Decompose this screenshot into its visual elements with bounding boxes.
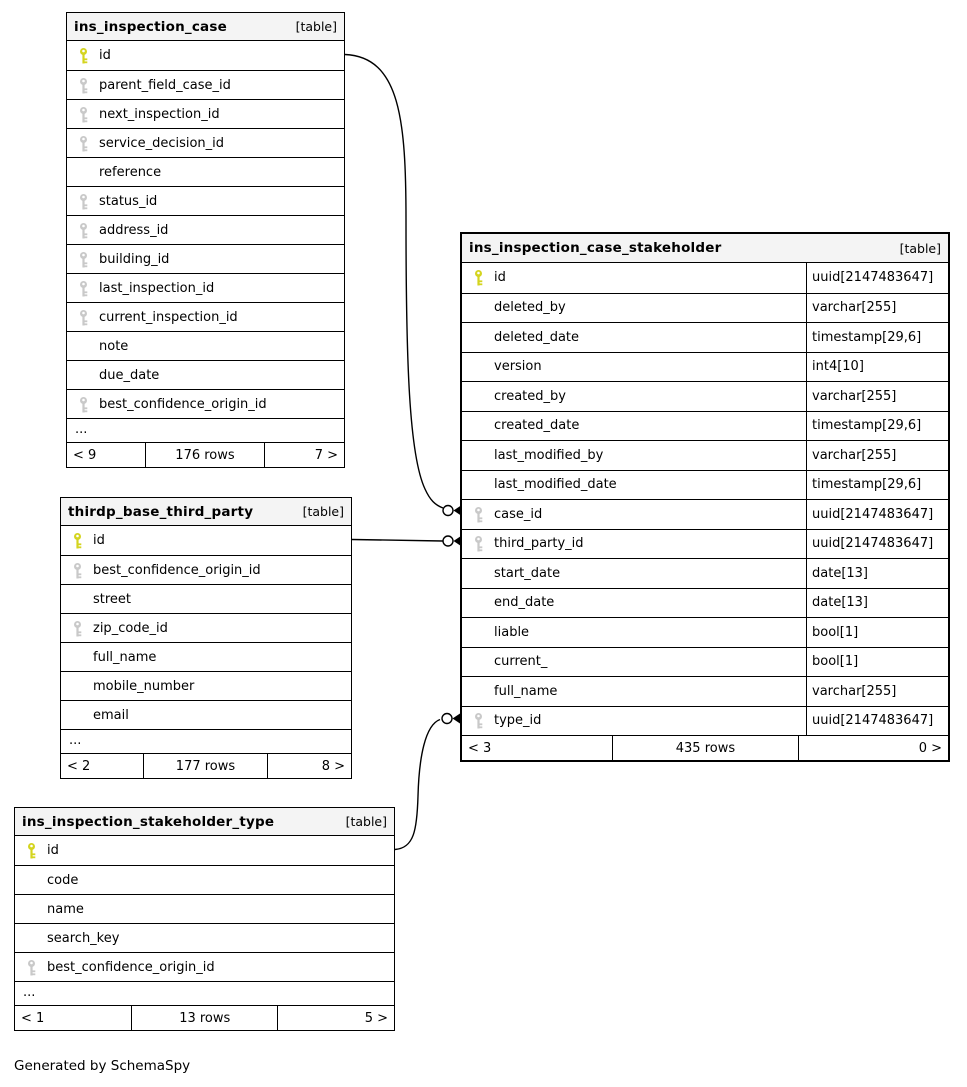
key-cell xyxy=(462,712,494,729)
column-row-id xyxy=(462,263,948,293)
key-cell xyxy=(67,396,99,413)
related-tables-left-count: < 1 xyxy=(15,1006,132,1030)
column-name: third_party_id xyxy=(494,536,584,552)
column-row-full_name xyxy=(61,642,351,671)
column-row-street xyxy=(61,584,351,613)
column-name: id xyxy=(99,48,111,63)
more-columns-indicator: ... xyxy=(67,418,344,442)
key-cell xyxy=(67,251,99,268)
foreign-key-icon xyxy=(72,620,83,637)
zero-cardinality-icon xyxy=(443,506,453,516)
column-row-created_by xyxy=(462,381,948,411)
related-tables-right-count: 5 > xyxy=(364,1010,388,1026)
column-row-code xyxy=(15,865,394,894)
table-header xyxy=(67,13,344,41)
foreign-key-icon xyxy=(473,712,484,729)
column-row-search_key xyxy=(15,923,394,952)
arrowhead-icon xyxy=(453,714,461,724)
column-row-email xyxy=(61,700,351,729)
column-name: note xyxy=(99,338,129,354)
column-row-last_modified_date xyxy=(462,470,948,500)
key-cell xyxy=(67,135,99,152)
column-name: street xyxy=(93,591,132,607)
column-row-last_modified_by xyxy=(462,440,948,470)
column-type: uuid[2147483647] xyxy=(812,536,934,552)
table-header xyxy=(15,808,394,836)
key-cell xyxy=(67,309,99,326)
table-header xyxy=(462,234,948,263)
table-title[interactable]: ins_inspection_stakeholder_type xyxy=(22,813,275,830)
column-row-service_decision_id xyxy=(67,128,344,157)
column-name: code xyxy=(47,872,79,888)
column-row-version xyxy=(462,352,948,382)
column-row-start_date xyxy=(462,558,948,588)
connector-third-party-id xyxy=(352,540,443,542)
column-row-third_party_id xyxy=(462,529,948,559)
table-type-tag: [table] xyxy=(295,19,337,34)
related-tables-left-count: < 3 xyxy=(462,736,613,760)
related-tables-right-count: 7 > xyxy=(314,447,338,463)
connector-case-id xyxy=(345,55,443,509)
column-row-best_confidence_origin_id xyxy=(15,952,394,981)
primary-key-icon xyxy=(72,532,83,549)
column-name: service_decision_id xyxy=(99,135,225,151)
column-row-id xyxy=(67,41,344,70)
table-type-tag: [table] xyxy=(899,240,941,256)
foreign-key-icon xyxy=(473,535,484,552)
foreign-key-icon xyxy=(26,959,37,976)
table-title[interactable]: ins_inspection_case_stakeholder xyxy=(469,240,722,256)
foreign-key-icon xyxy=(78,280,89,297)
column-type: bool[1] xyxy=(812,624,859,640)
table-thirdp_base_third_party xyxy=(60,497,352,779)
column-name: search_key xyxy=(47,930,120,946)
primary-key-icon xyxy=(473,269,484,286)
column-name: created_by xyxy=(494,388,566,404)
key-cell xyxy=(462,269,494,286)
column-row-last_inspection_id xyxy=(67,273,344,302)
table-ins_inspection_stakeholder_type xyxy=(14,807,395,1031)
column-row-best_confidence_origin_id xyxy=(67,389,344,418)
column-type: timestamp[29,6] xyxy=(812,477,922,493)
table-header xyxy=(61,498,351,526)
row-count: 13 rows xyxy=(132,1006,278,1030)
foreign-key-icon xyxy=(78,251,89,268)
column-row-zip_code_id xyxy=(61,613,351,642)
column-row-deleted_by xyxy=(462,293,948,323)
column-name: reference xyxy=(99,164,162,180)
related-tables-left-count: < 2 xyxy=(61,754,144,778)
column-name: version xyxy=(494,359,542,375)
foreign-key-icon xyxy=(78,135,89,152)
column-name: start_date xyxy=(494,565,561,581)
column-type: bool[1] xyxy=(812,654,859,670)
column-row-parent_field_case_id xyxy=(67,70,344,99)
key-cell xyxy=(67,193,99,210)
row-count: 176 rows xyxy=(146,443,265,467)
column-row-current_ xyxy=(462,647,948,677)
column-row-current_inspection_id xyxy=(67,302,344,331)
column-type: date[13] xyxy=(812,565,868,581)
column-type: timestamp[29,6] xyxy=(812,329,922,345)
column-name: full_name xyxy=(93,649,157,665)
column-name: created_date xyxy=(494,418,580,434)
column-row-next_inspection_id xyxy=(67,99,344,128)
column-type: uuid[2147483647] xyxy=(812,506,934,522)
column-row-status_id xyxy=(67,186,344,215)
column-name: best_confidence_origin_id xyxy=(99,396,267,412)
zero-cardinality-icon xyxy=(443,536,453,546)
foreign-key-icon xyxy=(78,193,89,210)
column-row-full_name xyxy=(462,676,948,706)
column-row-deleted_date xyxy=(462,322,948,352)
column-name: next_inspection_id xyxy=(99,106,220,122)
key-cell xyxy=(462,535,494,552)
column-name: liable xyxy=(494,624,530,640)
column-name: parent_field_case_id xyxy=(99,77,231,93)
column-name: id xyxy=(93,533,105,548)
column-row-note xyxy=(67,331,344,360)
column-name: name xyxy=(47,901,84,917)
table-footer xyxy=(15,1005,394,1030)
column-row-created_date xyxy=(462,411,948,441)
key-cell xyxy=(61,562,93,579)
column-name: due_date xyxy=(99,367,160,383)
foreign-key-icon xyxy=(78,396,89,413)
column-type: varchar[255] xyxy=(812,388,897,404)
foreign-key-icon xyxy=(473,506,484,523)
foreign-key-icon xyxy=(78,309,89,326)
related-tables-right-count: 8 > xyxy=(321,758,345,774)
column-type: date[13] xyxy=(812,595,868,611)
row-count: 177 rows xyxy=(144,754,269,778)
column-name: current_inspection_id xyxy=(99,309,238,325)
column-name: email xyxy=(93,707,129,723)
column-name: address_id xyxy=(99,222,169,238)
key-cell xyxy=(15,842,47,859)
table-type-tag: [table] xyxy=(345,814,387,829)
column-row-case_id xyxy=(462,499,948,529)
column-name: case_id xyxy=(494,506,543,522)
key-cell xyxy=(15,959,47,976)
column-row-best_confidence_origin_id xyxy=(61,555,351,584)
key-cell xyxy=(67,47,99,64)
primary-key-icon xyxy=(26,842,37,859)
key-cell xyxy=(61,532,93,549)
related-tables-right-count: 0 > xyxy=(918,740,942,756)
more-columns-indicator: ... xyxy=(15,981,394,1005)
foreign-key-icon xyxy=(72,562,83,579)
key-cell xyxy=(67,280,99,297)
column-name: full_name xyxy=(494,683,558,699)
column-row-mobile_number xyxy=(61,671,351,700)
key-cell xyxy=(67,77,99,94)
related-tables-left-count: < 9 xyxy=(67,443,146,467)
primary-key-icon xyxy=(78,47,89,64)
column-row-building_id xyxy=(67,244,344,273)
foreign-key-icon xyxy=(78,222,89,239)
table-ins_inspection_case xyxy=(66,12,345,468)
key-cell xyxy=(67,222,99,239)
column-type: varchar[255] xyxy=(812,300,897,316)
column-name: last_modified_by xyxy=(494,447,604,463)
table-title[interactable]: ins_inspection_case xyxy=(74,18,227,35)
column-name: building_id xyxy=(99,251,170,267)
row-count: 435 rows xyxy=(613,736,800,760)
column-row-id xyxy=(15,836,394,865)
column-type: int4[10] xyxy=(812,359,864,375)
column-type: uuid[2147483647] xyxy=(812,270,934,286)
column-name: mobile_number xyxy=(93,678,195,694)
column-row-reference xyxy=(67,157,344,186)
table-footer xyxy=(67,442,344,467)
column-type: timestamp[29,6] xyxy=(812,418,922,434)
table-footer xyxy=(61,753,351,778)
column-name: best_confidence_origin_id xyxy=(47,959,215,975)
column-name: current_ xyxy=(494,654,548,670)
column-type: varchar[255] xyxy=(812,683,897,699)
column-row-address_id xyxy=(67,215,344,244)
column-row-liable xyxy=(462,617,948,647)
connector-type-id xyxy=(395,720,440,850)
column-name: end_date xyxy=(494,595,555,611)
generator-note: Generated by SchemaSpy xyxy=(14,1058,191,1074)
zero-cardinality-icon xyxy=(442,714,452,724)
column-type: uuid[2147483647] xyxy=(812,713,934,729)
column-row-type_id xyxy=(462,706,948,736)
column-row-due_date xyxy=(67,360,344,389)
key-cell xyxy=(462,506,494,523)
table-title[interactable]: thirdp_base_third_party xyxy=(68,503,254,520)
column-name: last_modified_date xyxy=(494,477,617,493)
column-name: zip_code_id xyxy=(93,620,168,636)
column-type: varchar[255] xyxy=(812,447,897,463)
column-name: id xyxy=(494,270,506,286)
column-name: best_confidence_origin_id xyxy=(93,562,261,578)
column-row-end_date xyxy=(462,588,948,618)
column-name: last_inspection_id xyxy=(99,280,215,296)
column-name: deleted_by xyxy=(494,300,566,316)
column-row-id xyxy=(61,526,351,555)
table-footer xyxy=(462,735,948,760)
table-type-tag: [table] xyxy=(302,504,344,519)
key-cell xyxy=(61,620,93,637)
column-row-name xyxy=(15,894,394,923)
column-name: status_id xyxy=(99,193,158,209)
foreign-key-icon xyxy=(78,77,89,94)
foreign-key-icon xyxy=(78,106,89,123)
key-cell xyxy=(67,106,99,123)
table-ins_inspection_case_stakeholder xyxy=(460,232,950,762)
column-name: type_id xyxy=(494,713,542,729)
column-name: deleted_date xyxy=(494,329,580,345)
column-name: id xyxy=(47,843,59,858)
more-columns-indicator: ... xyxy=(61,729,351,753)
